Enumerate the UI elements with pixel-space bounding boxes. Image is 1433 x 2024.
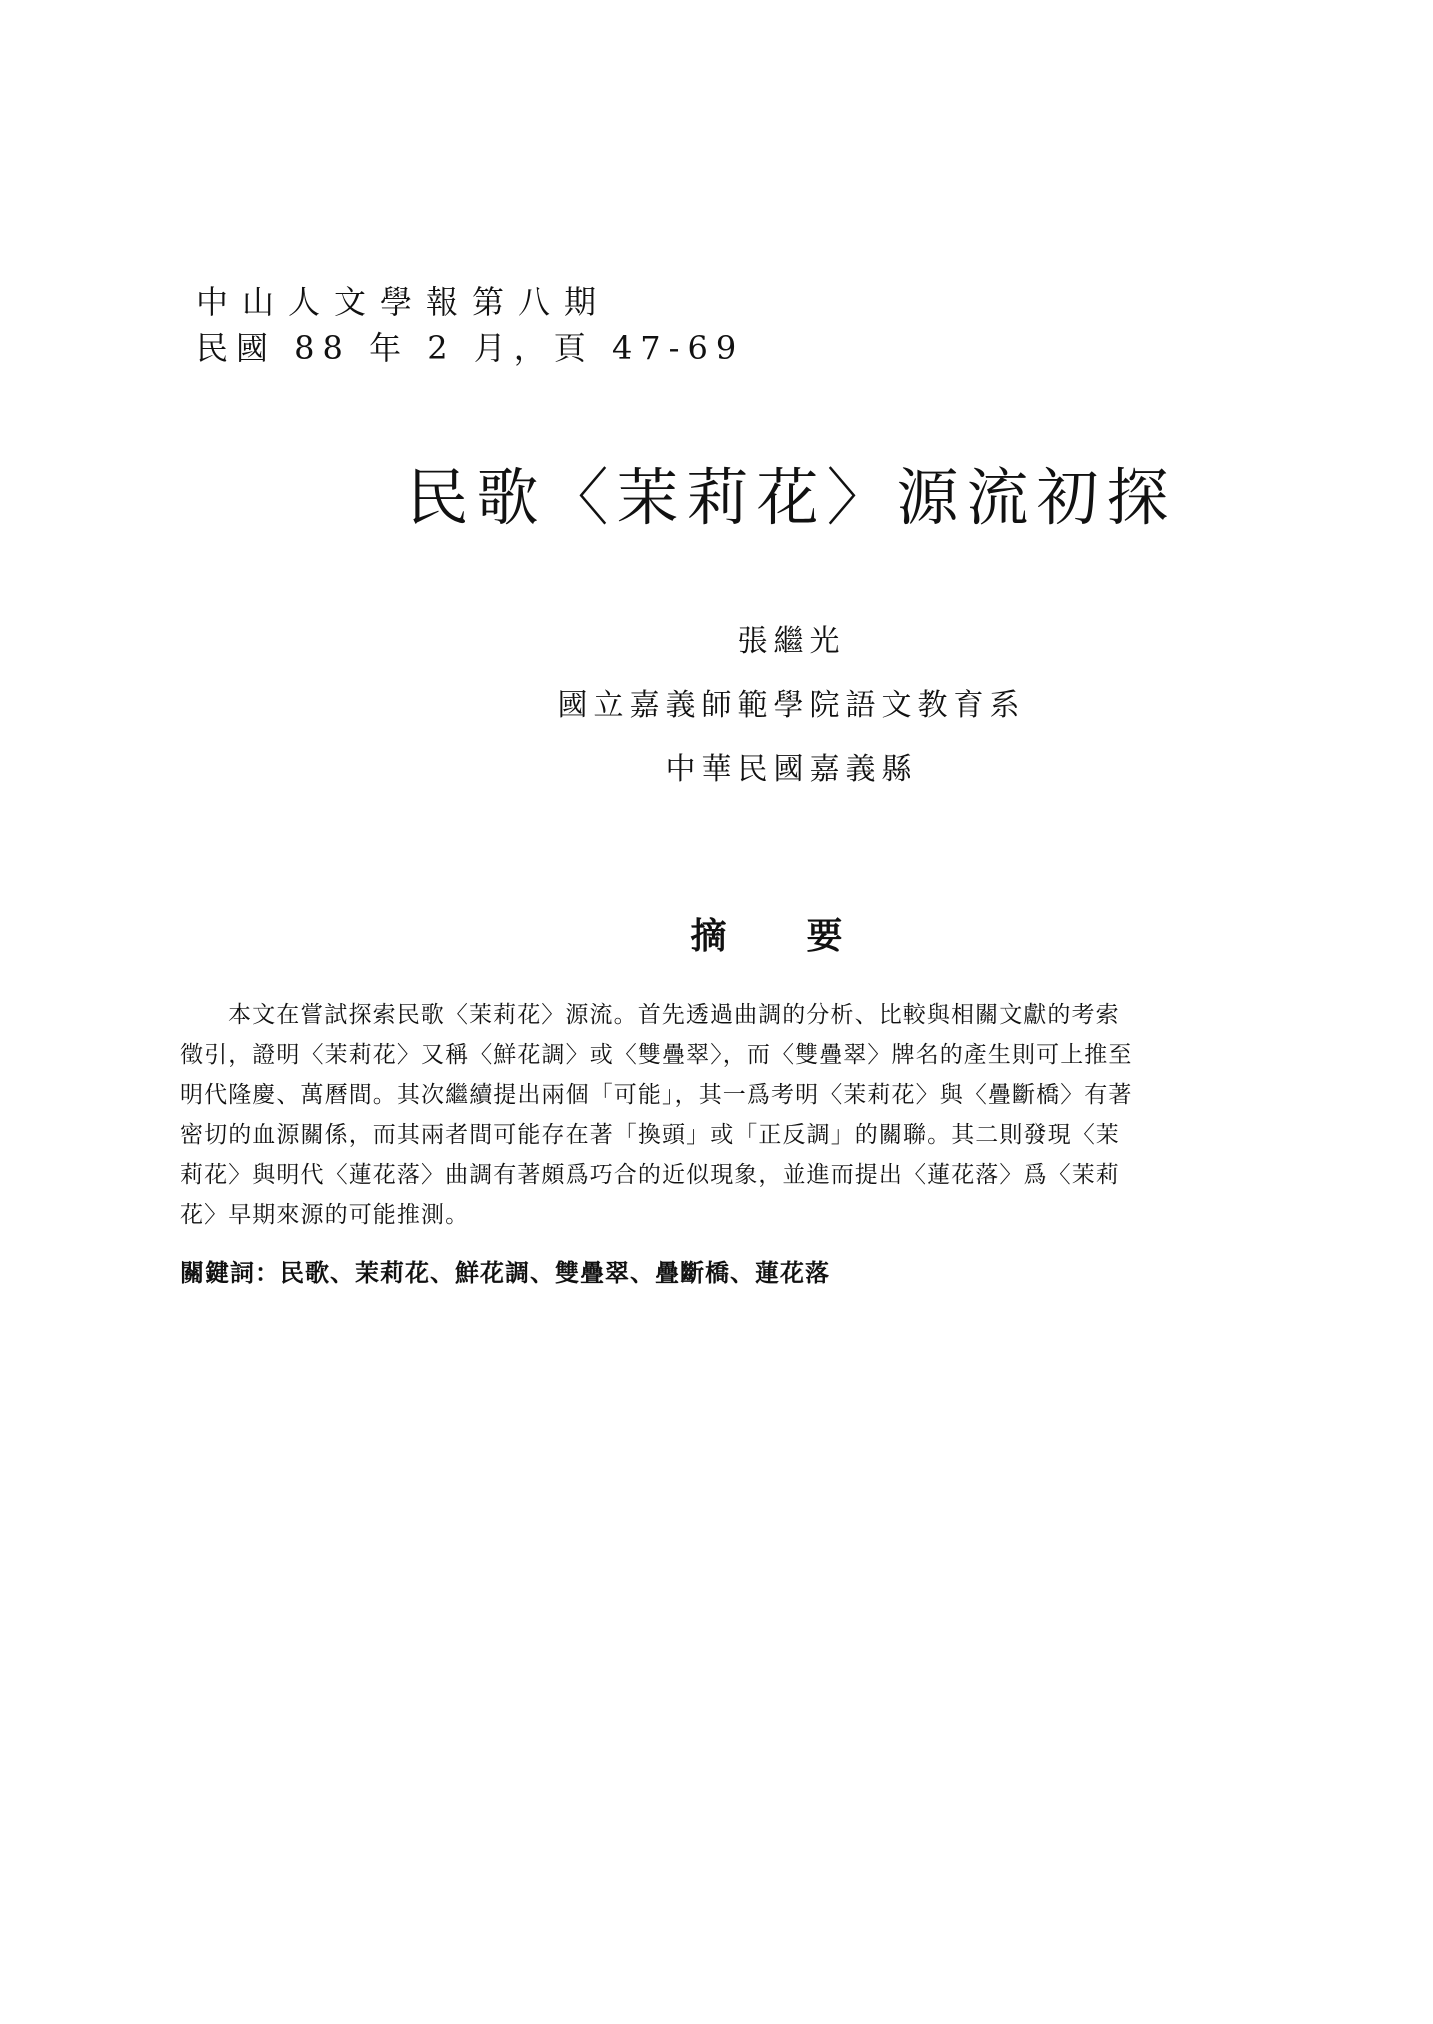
abstract-line: 明代隆慶、萬曆間。其次繼續提出兩個「可能」，其一爲考明〈茉莉花〉與〈疊斷橋〉有著 (180, 1082, 1133, 1108)
journal-name: 中山人文學報第八期 (196, 283, 611, 321)
abstract-heading: 摘要 (690, 916, 923, 957)
author-location: 中華民國嘉義縣 (665, 752, 918, 787)
abstract-line: 花〉早期來源的可能推測。 (180, 1202, 470, 1228)
journal-issue-date: 民國 88 年 2 月，頁 47-69 (196, 329, 745, 367)
abstract-body (180, 995, 1300, 1235)
keywords: 關鍵詞：民歌、茉莉花、鮮花調、雙疊翠、疊斷橋、蓮花落 (180, 1259, 830, 1287)
abstract-line: 本文在嘗試探索民歌〈茉莉花〉源流。首先透過曲調的分析、比較與相關文獻的考索 (228, 1002, 1120, 1028)
author-name: 張繼光 (737, 624, 846, 659)
paper-title: 民歌〈茉莉花〉源流初探 (406, 461, 1177, 534)
abstract-line: 莉花〉與明代〈蓮花落〉曲調有著頗爲巧合的近似現象，並進而提出〈蓮花落〉爲〈茉莉 (180, 1162, 1120, 1188)
author-affiliation: 國立嘉義師範學院語文教育系 (557, 688, 1026, 723)
abstract-line: 密切的血源關係，而其兩者間可能存在著「換頭」或「正反調」的關聯。其二則發現〈茉 (180, 1122, 1120, 1148)
abstract-line: 徵引，證明〈茉莉花〉又稱〈鮮花調〉或〈雙疊翠〉，而〈雙疊翠〉牌名的產生則可上推至 (180, 1042, 1133, 1068)
